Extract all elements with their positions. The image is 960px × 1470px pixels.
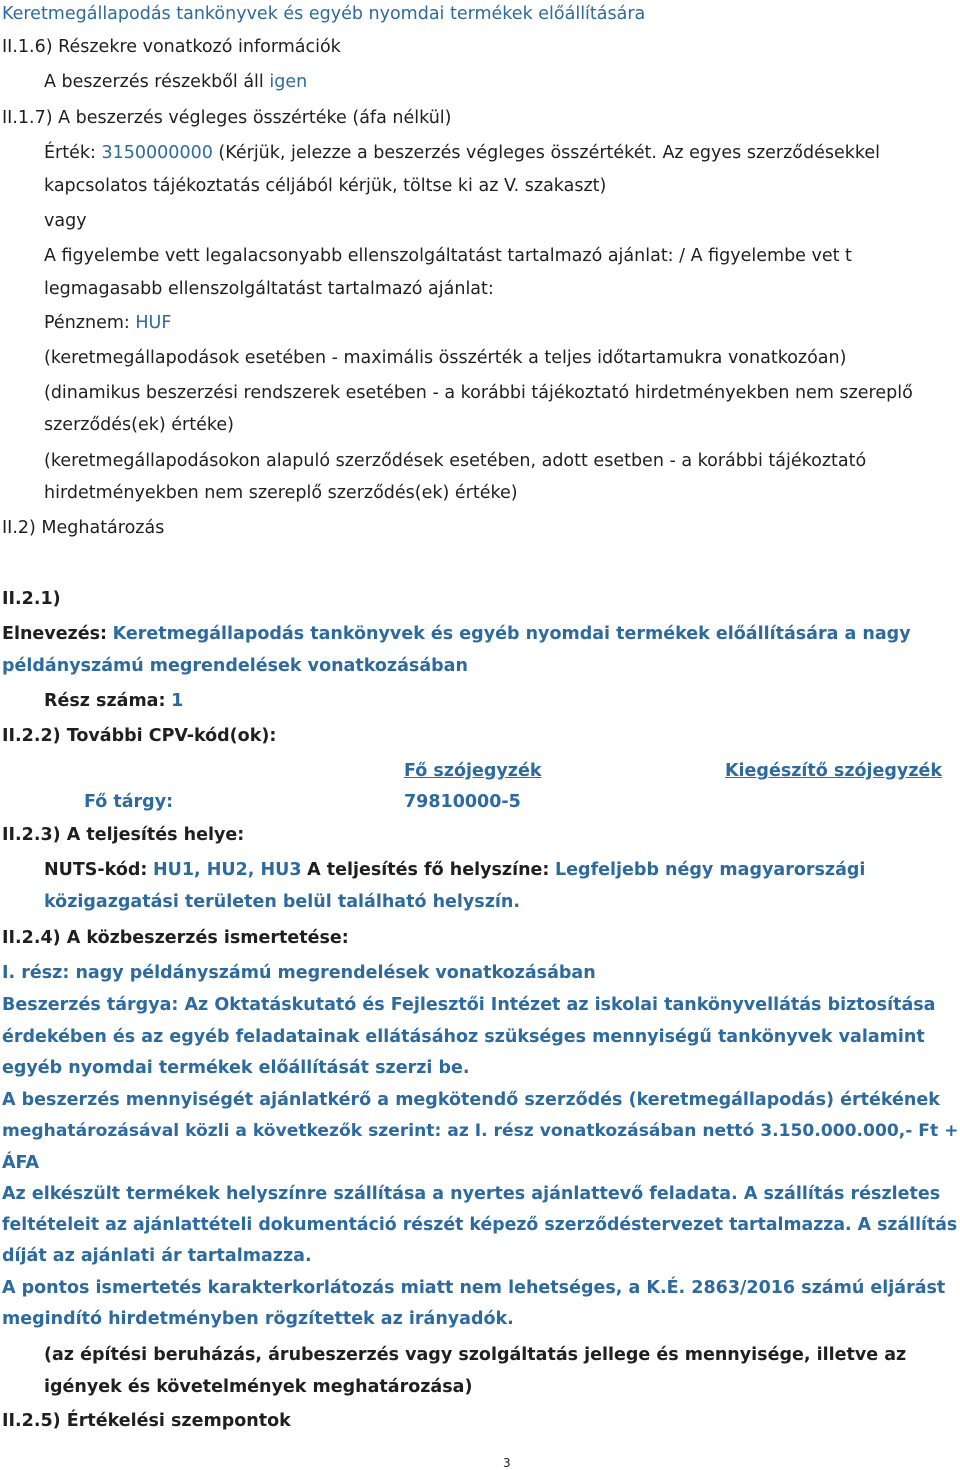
part-info-label: A beszerzés részekből áll — [44, 72, 264, 92]
description-line: megindító hirdetményben rögzítettek az irányadók. — [2, 1309, 514, 1329]
section-heading-part-info: II.1.6) Részekre vonatkozó információk — [2, 37, 341, 57]
name-value-2: példányszámú megrendelések vonatkozásában — [2, 656, 468, 676]
section-heading-description-text: II.2.4) A közbeszerzés ismertetése: — [2, 928, 349, 948]
cpv-row-value: 79810000-5 — [404, 792, 521, 812]
section-heading-total-value: II.1.7) A beszerzés végleges összértéke (áfa nélkül) — [2, 108, 452, 128]
section-heading-definition: II.2) Meghatározás — [2, 518, 165, 538]
or-text: vagy — [44, 211, 87, 231]
currency-label: Pénznem: — [44, 313, 130, 333]
nuts-label: NUTS-kód: — [44, 860, 148, 880]
main-place-value-2: közigazgatási területen belül található helyszín. — [44, 892, 521, 912]
section-heading-place: II.2.3) A teljesítés helye: — [2, 825, 245, 845]
description-line: ÁFA — [2, 1153, 40, 1173]
value-note-start: (Kérjük, jelezze a beszerzés végleges összértékét. Az egyes szerződésekkel — [218, 143, 881, 163]
description-line: A beszerzés mennyiségét ajánlatkérő a megkötendő szerződés (keretmegállapodás) értékének — [2, 1090, 940, 1110]
note-dynamic-2: szerződés(ek) értéke) — [44, 415, 234, 435]
cpv-column-extra: Kiegészítő szójegyzék — [725, 761, 943, 781]
description-note-2: igények és követelmények meghatározása) — [44, 1377, 473, 1397]
description-line: I. rész: nagy példányszámú megrendelések vonatkozásában — [2, 963, 596, 983]
place-row — [44, 858, 865, 882]
page-number: 3 — [503, 1456, 511, 1470]
currency-value: HUF — [135, 313, 172, 333]
description-line: A pontos ismertetés karakterkorlátozás miatt nem lehetséges, a K.É. 2863/2016 számú eljárást — [2, 1278, 946, 1298]
part-number-row — [44, 689, 183, 713]
name-label: Elnevezés: — [2, 624, 108, 644]
name-value-1: Keretmegállapodás tankönyvek és egyéb nyomdai termékek előállítására a nagy — [112, 624, 911, 644]
description-line: érdekében és az egyéb feladatainak ellátásához szükséges mennyiségű tankönyvek valamint — [2, 1027, 925, 1047]
currency-row — [44, 311, 171, 335]
description-note-1: (az építési beruházás, árubeszerzés vagy szolgáltatás jellege és mennyisége, illetve az — [44, 1345, 907, 1365]
value-amount: 3150000000 — [101, 143, 213, 163]
description-line: Az elkészült termékek helyszínre szállítása a nyertes ajánlattevő feladata. A szállítás részletes — [2, 1184, 941, 1204]
nuts-value: HU1, HU2, HU3 — [152, 860, 302, 880]
note-based-1: (keretmegállapodásokon alapuló szerződések esetében, adott esetben - a korábbi tájékoztató — [44, 451, 867, 471]
value-note-end: kapcsolatos tájékoztatás céljából kérjük, töltse ki az V. szakaszt) — [44, 176, 607, 196]
offer-text-1: A figyelembe vett legalacsonyabb ellenszolgáltatást tartalmazó ajánlat: / A figyelembe vet t — [44, 246, 852, 266]
main-place-value-1: Legfeljebb négy magyarországi — [555, 860, 866, 880]
part-number-label: Rész száma: — [44, 691, 166, 711]
description-line: Beszerzés tárgya: Az Oktatáskutató és Fejlesztői Intézet az iskolai tankönyvellátás biztosítása — [2, 995, 936, 1015]
description-line: meghatározásával közli a következők szerint: az I. rész vonatkozásában nettó 3.150.000.000,- Ft + — [2, 1121, 959, 1141]
description-line: feltételeit az ajánlattételi dokumentáció részét képező szerződéstervezet tartalmazza. A szállítás — [2, 1215, 958, 1235]
document-title: Keretmegállapodás tankönyvek és egyéb nyomdai termékek előállítására — [2, 4, 646, 24]
total-value-row — [44, 141, 880, 165]
section-heading-cpv: II.2.2) További CPV-kód(ok): — [2, 726, 277, 746]
offer-text-2: legmagasabb ellenszolgáltatást tartalmazó ajánlat: — [44, 279, 494, 299]
section-heading-evaluation: II.2.5) Értékelési szempontok — [2, 1411, 291, 1431]
description-line: díját az ajánlati ár tartalmazza. — [2, 1246, 312, 1266]
part-info-row — [44, 70, 307, 94]
part-info-value: igen — [269, 72, 308, 92]
description-line: egyéb nyomdai termékek előállítását szerzi be. — [2, 1058, 470, 1078]
cpv-column-main: Fő szójegyzék — [404, 761, 542, 781]
cpv-row-label: Fő tárgy: — [84, 792, 174, 812]
part-number-value: 1 — [171, 691, 184, 711]
name-row — [2, 622, 911, 646]
note-based-2: hirdetményekben nem szereplő szerződés(ek) értéke) — [44, 483, 518, 503]
main-place-label: A teljesítés fő helyszíne: — [307, 860, 550, 880]
note-framework: (keretmegállapodások esetében - maximális összérték a teljes időtartamukra vonatkozóan) — [44, 348, 847, 368]
value-label: Érték: — [44, 143, 96, 163]
note-dynamic-1: (dinamikus beszerzési rendszerek esetében - a korábbi tájékoztató hirdetményekben nem szereplő — [44, 383, 913, 403]
sub-heading-2-2-1: II.2.1) — [2, 589, 61, 609]
